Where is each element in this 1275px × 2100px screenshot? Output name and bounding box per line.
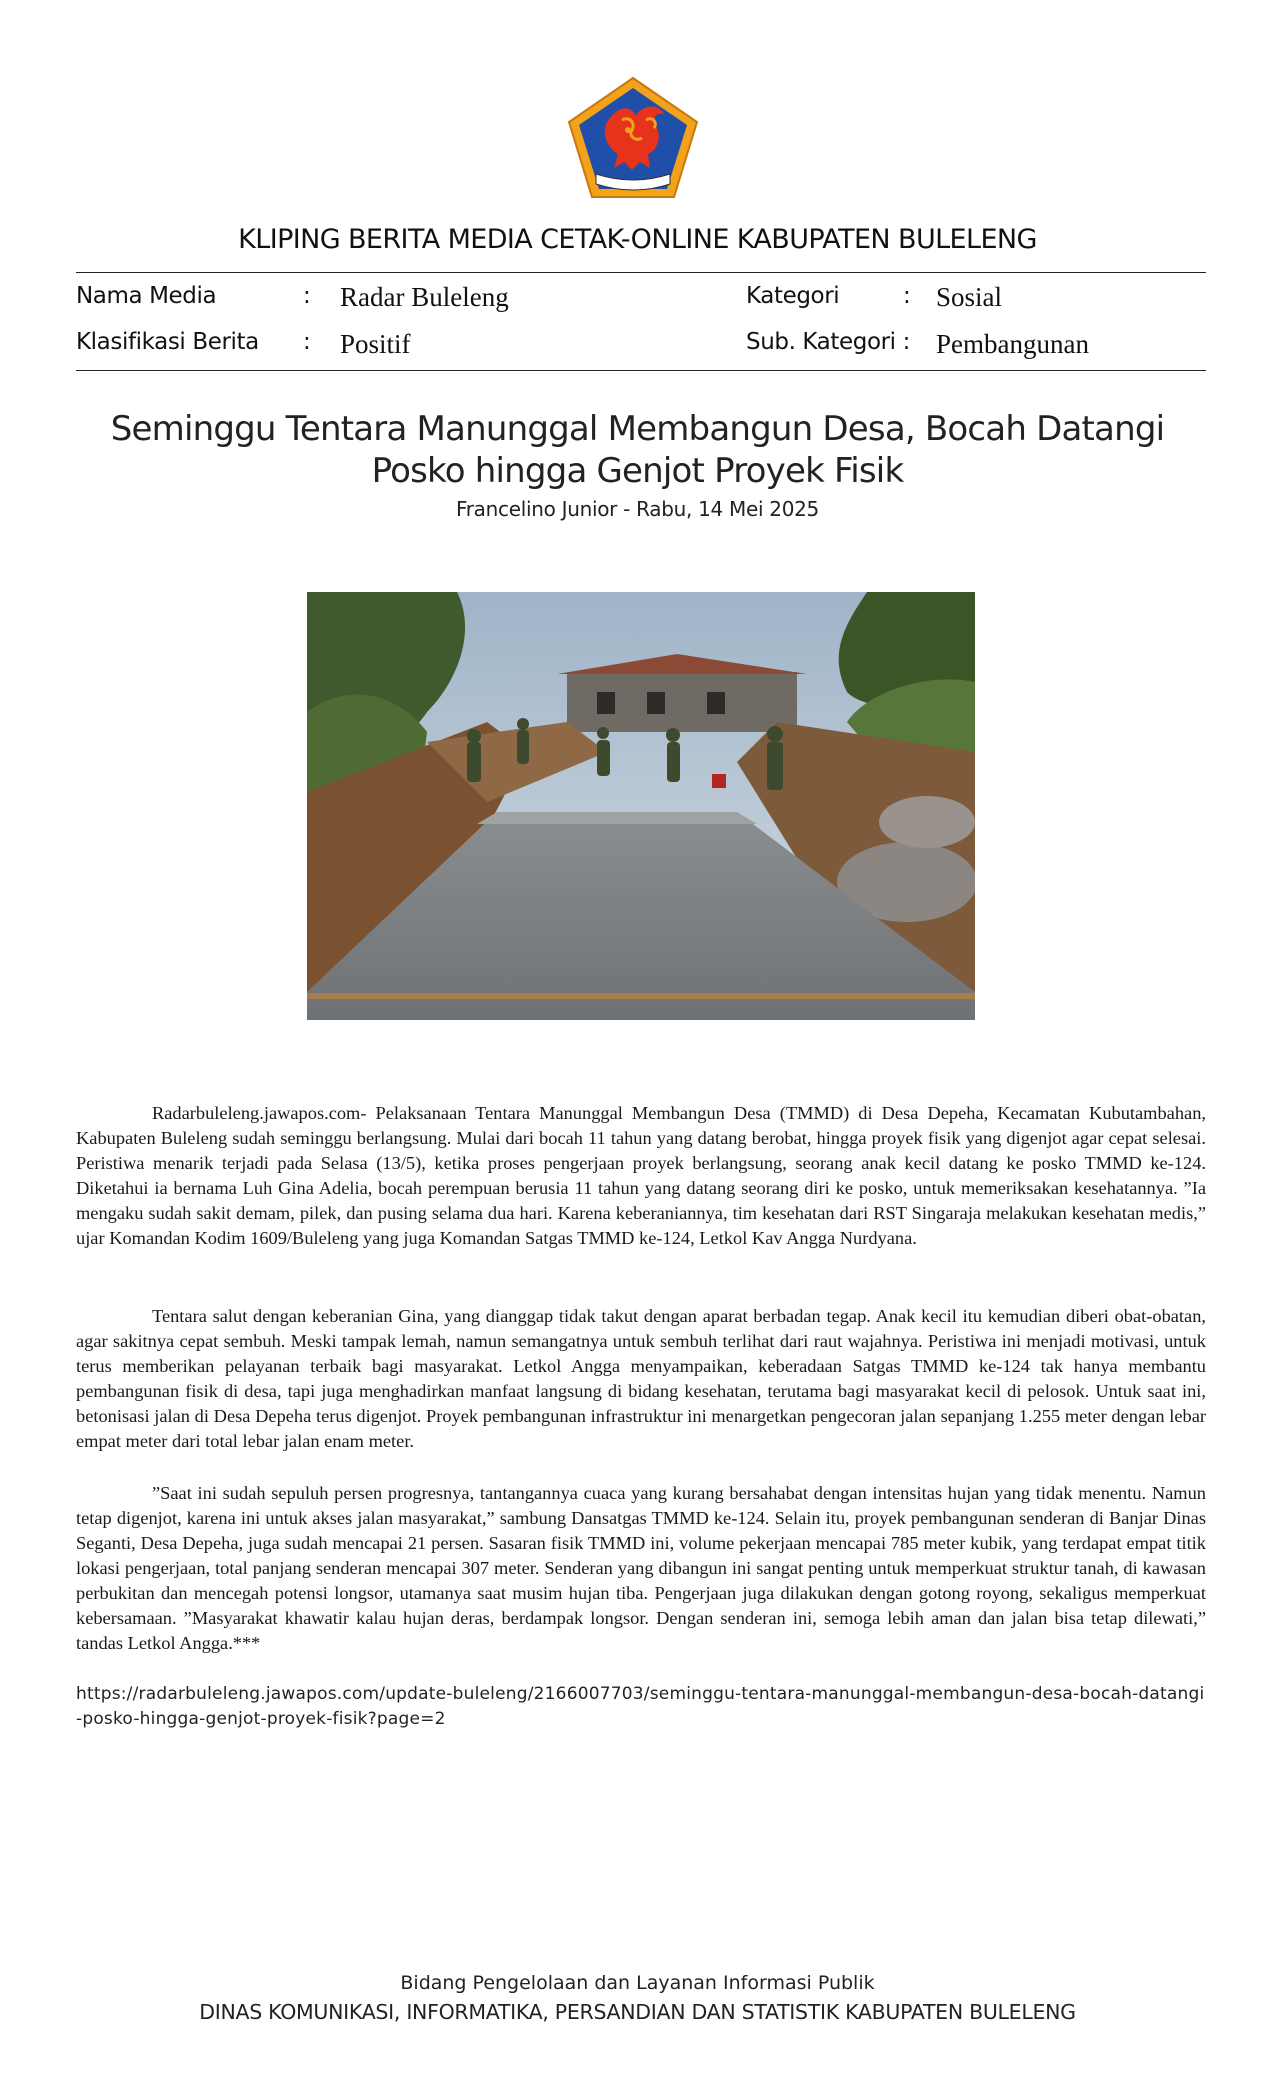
media-name-colon: : [303,283,311,309]
article-paragraph: ”Saat ini sudah sepuluh persen progresnya, tantangannya cuaca yang kurang bersahabat dengan intensitas hujan yang tidak menentu. Namun tetap digenjot, karena ini untuk akses jalan masyarakat,” sambung Dansatgas TMMD ke-124. Selain itu, proyek pembangunan senderan di Banjar Dinas Seganti, Desa Depeha, juga sudah mencapai 21 persen. Sasaran fisik TMMD ini, volume pekerjaan mencapai 785 meter kubik, yang terdapat empat titik lokasi pengerjaan, total panjang senderan mencapai 307 meter. Senderan yang dibangun ini sangat penting untuk memperkuat struktur tanah, di kawasan perbukitan dan mencegah potensi longsor, utamanya saat musim hujan tiba. Pengerjaan juga dilakukan dengan gotong royong, sekaligus memperkuat kebersamaan. ”Masyarakat khawatir kalau hujan deras, berdampak longsor. Dengan senderan ini, semoga lebih aman dan jalan bisa tetap dilewati,” tandas Letkol Angga.*** [76,1483,1206,1653]
classification-colon: : [303,329,311,355]
subcategory-value: Pembangunan [936,329,1089,359]
media-name-value: Radar Buleleng [340,282,509,312]
category-label: Kategori [746,283,840,309]
clipping-header-title: KLIPING BERITA MEDIA CETAK-ONLINE KABUPATEN BULELENG [238,224,1037,255]
article-paragraph: Tentara salut dengan keberanian Gina, yang dianggap tidak takut dengan aparat berbadan tegap. Anak kecil itu kemudian diberi obat-obatan, agar sakitnya cepat sembuh. Meski tampak lemah, namun semangatnya untuk sembuh terlihat dari raut wajahnya. Peristiwa ini menjadi motivasi, untuk terus memberikan pelayanan terbaik bagi masyarakat. Letkol Angga menyampaikan, keberadaan Satgas TMMD ke-124 tak hanya membantu pembangunan fisik di desa, tapi juga menghadirkan manfaat langsung di bidang kesehatan, terutama bagi masyarakat kecil di pelosok. Untuk saat ini, betonisasi jalan di Desa Depeha terus digenjot. Proyek pembangunan infrastruktur ini menargetkan pengecoran jalan sepanjang 1.255 meter dengan lebar empat meter dari total lebar jalan enam meter. [76,1306,1206,1451]
media-name-label: Nama Media [76,283,217,309]
footer-agency: DINAS KOMUNIKASI, INFORMATIKA, PERSANDIAN DAN STATISTIK KABUPATEN BULELENG [199,2000,1076,2024]
category-colon: : [903,283,911,309]
category-value: Sosial [936,282,1003,312]
article-title: Seminggu Tentara Manunggal Membangun Desa, Bocah Datangi Posko hingga Genjot Proyek Fisik [110,409,1165,491]
article-photo [307,592,975,1020]
subcategory-label: Sub. Kategori : [746,329,910,355]
header-top-divider [76,272,1206,273]
source-link[interactable]: https://radarbuleleng.jawapos.com/update-buleleng/2166007703/seminggu-tentara-manunggal-membangun-desa-bocah-datangi-posko-hingga-genjot-proyek-fisik?page=2 [76,1684,1205,1729]
classification-value: Positif [340,329,411,359]
construction-photo-icon [307,592,975,1020]
article-paragraph: Radarbuleleng.jawapos.com- Pelaksanaan Tentara Manunggal Membangun Desa (TMMD) di Desa Depeha, Kecamatan Kubutambahan, Kabupaten Buleleng sudah seminggu berlangsung. Mulai dari bocah 11 tahun yang datang berobat, hingga proyek fisik yang digenjot agar cepat selesai. Peristiwa menarik terjadi pada Selasa (13/5), ketika proses pengerjaan proyek berlangsung, seorang anak kecil datang ke posko TMMD ke-124. Diketahui ia bernama Luh Gina Adelia, bocah perempuan berusia 11 tahun yang datang seorang diri ke posko, untuk memeriksakan kesehatannya. ”Ia mengaku sudah sakit demam, pilek, dan pusing selama dua hari. Karena keberaniannya, tim kesehatan dari RST Singaraja melakukan kesehatan medis,” ujar Komandan Kodim 1609/Buleleng yang juga Komandan Satgas TMMD ke-124, Letkol Kav Angga Nurdyana. [76,1103,1206,1248]
header-bottom-divider [76,370,1206,371]
footer-division: Bidang Pengelolaan dan Layanan Informasi Publik [400,1972,875,1994]
regency-emblem-logo [566,76,700,200]
classification-label: Klasifikasi Berita [76,329,259,355]
article-byline: Francelino Junior - Rabu, 14 Mei 2025 [456,497,819,521]
